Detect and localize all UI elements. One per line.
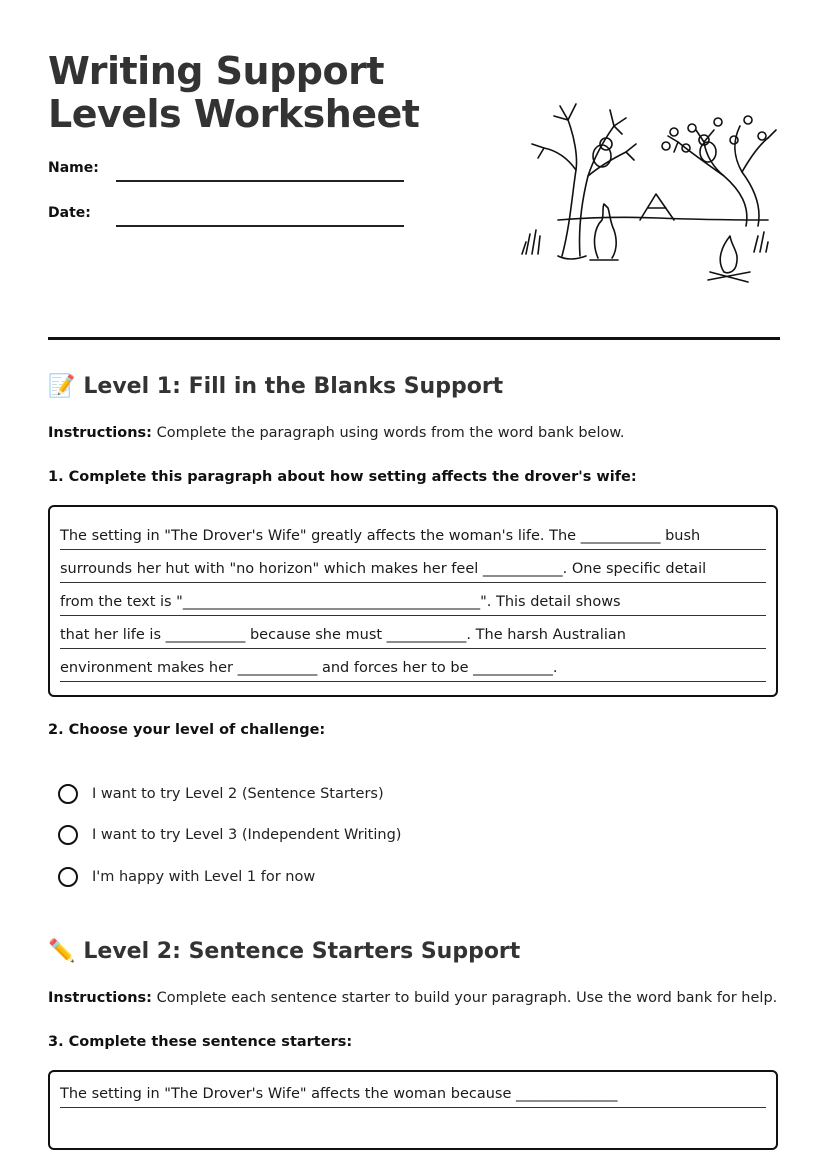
paragraph-line: environment makes her ___________ and forces her to be ___________. [60, 649, 766, 682]
radio-button[interactable] [58, 867, 78, 887]
sentence-starters-box[interactable] [48, 1070, 778, 1150]
section-divider [48, 337, 780, 340]
paragraph-box[interactable] [48, 505, 778, 697]
option-label: I'm happy with Level 1 for now [92, 869, 316, 885]
paragraph-line: from the text is "_________________________________________". This detail shows [60, 583, 766, 616]
option-label: I want to try Level 2 (Sentence Starters) [92, 786, 384, 802]
level-option-3[interactable] [58, 825, 401, 845]
pencil-icon: ✏️ [48, 939, 76, 964]
level2-instructions [48, 990, 777, 1006]
memo-icon: 📝 [48, 374, 76, 399]
name-field[interactable] [116, 180, 404, 182]
date-label: Date: [48, 205, 91, 221]
paragraph-line: surrounds her hut with "no horizon" which makes her feel ___________. One specific detail [60, 550, 766, 583]
option-label: I want to try Level 3 (Independent Writing) [92, 827, 402, 843]
paragraph-line: The setting in "The Drover's Wife" greatly affects the woman's life. The ___________ bush [60, 517, 766, 550]
instructions-text: Complete each sentence starter to build your paragraph. Use the word bank for help. [151, 990, 778, 1006]
question-2: 2. Choose your level of challenge: [48, 722, 326, 738]
instructions-label: Instructions: [48, 990, 152, 1006]
question-1: 1. Complete this paragraph about how setting affects the drover's wife: [48, 469, 637, 485]
radio-button[interactable] [58, 825, 78, 845]
date-field[interactable] [116, 225, 404, 227]
instructions-label: Instructions: [48, 425, 152, 441]
radio-button[interactable] [58, 784, 78, 804]
name-label: Name: [48, 160, 99, 176]
level1-instructions [48, 425, 625, 441]
level2-heading [48, 939, 520, 964]
question-3: 3. Complete these sentence starters: [48, 1034, 353, 1050]
bush-scene-illustration [518, 96, 780, 288]
level-option-2[interactable] [58, 784, 384, 804]
level-option-1[interactable] [58, 867, 315, 887]
paragraph-line: that her life is ___________ because she must ___________. The harsh Australian [60, 616, 766, 649]
level2-title: Level 2: Sentence Starters Support [83, 939, 521, 964]
starter-line: The setting in "The Drover's Wife" affects the woman because ______________ [60, 1075, 766, 1108]
instructions-text: Complete the paragraph using words from the word bank below. [151, 425, 625, 441]
level1-title: Level 1: Fill in the Blanks Support [83, 374, 504, 399]
level1-heading [48, 374, 503, 399]
page-title: Writing Support Levels Worksheet [48, 49, 420, 136]
